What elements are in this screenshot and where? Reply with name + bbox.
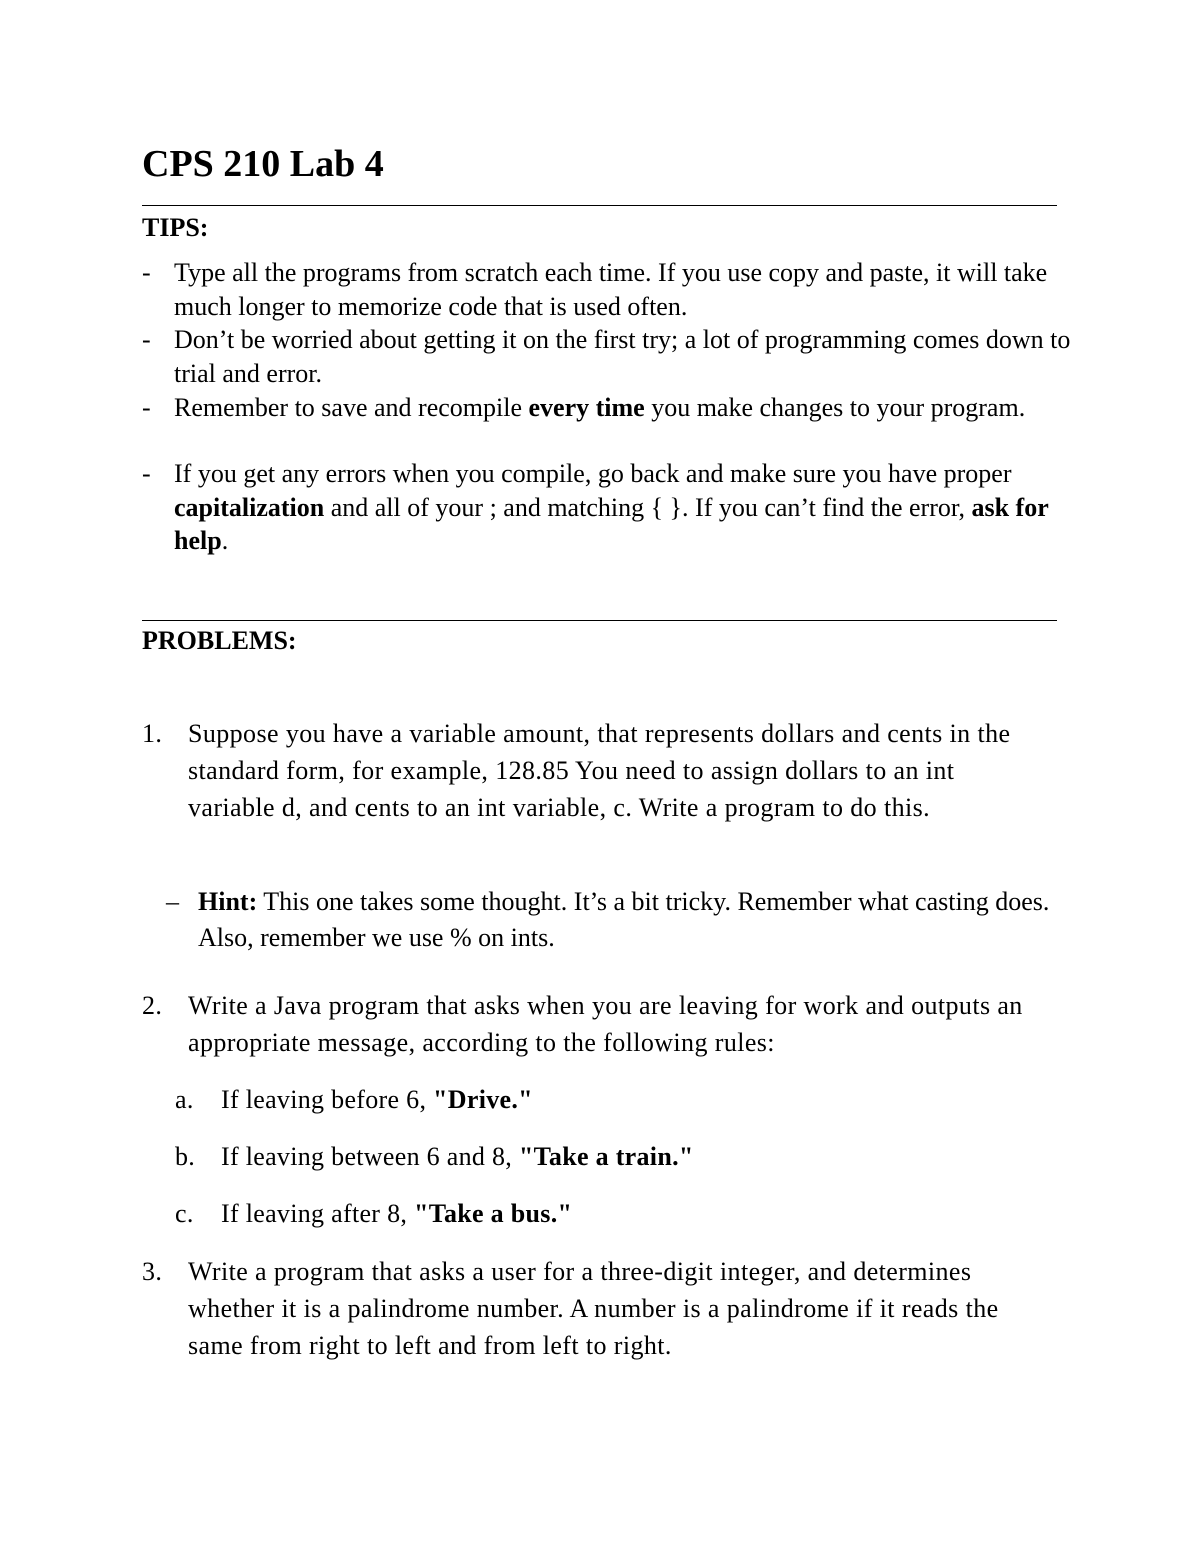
subitem-text xyxy=(221,1082,533,1118)
subitem-message: "Drive." xyxy=(433,1085,533,1114)
subitem-letter: a. xyxy=(175,1085,194,1114)
tip-item xyxy=(142,391,1072,425)
subitem-text-part: If leaving before 6, xyxy=(221,1085,434,1114)
tip-text-part: If you get any errors when you compile, go back and make sure you have proper xyxy=(174,459,1012,488)
tip-text xyxy=(174,323,1072,390)
tips-heading: TIPS: xyxy=(142,213,209,242)
subitem-letter: c. xyxy=(175,1199,194,1228)
bullet-dash: - xyxy=(142,258,151,287)
tip-item xyxy=(142,323,1072,390)
problem-number: 3. xyxy=(142,1257,163,1286)
bullet-dash: - xyxy=(142,459,151,488)
bullet-dash: – xyxy=(166,887,179,916)
subitem-message: "Take a train." xyxy=(518,1142,694,1171)
problem-number: 1. xyxy=(142,719,163,748)
subitem-text xyxy=(221,1196,572,1232)
subitem-message: "Take a bus." xyxy=(413,1199,573,1228)
problem-text: Suppose you have a variable amount, that represents dollars and cents in the standard form, for example, 128.85 You need to assign dollars to an int variable d, and cents to an int variable, c. Write a program to do this. xyxy=(188,719,1011,822)
subitem-text-part: If leaving after 8, xyxy=(221,1199,414,1228)
tip-text-part: you make changes to your program. xyxy=(644,393,1026,422)
problem-text: Write a Java program that asks when you are leaving for work and outputs an appropriate message, according to the following rules: xyxy=(188,991,1023,1057)
bullet-dash: - xyxy=(142,393,151,422)
hint-item xyxy=(166,884,1066,956)
tip-text-part: . xyxy=(221,526,229,555)
tip-text-part: Remember to save and recompile xyxy=(174,393,529,422)
tip-text-part: Don’t be worried about getting it on the first try; a lot of programming comes down to trial and error. xyxy=(174,325,1071,388)
horizontal-rule xyxy=(142,205,1057,206)
hint-label: Hint: xyxy=(198,887,258,916)
subitem xyxy=(175,1139,694,1175)
problem-item xyxy=(142,987,1072,1061)
tip-text-part: Type all the programs from scratch each time. If you use copy and paste, it will take much longer to memorize code that is used often. xyxy=(174,258,1048,321)
subitem-text xyxy=(221,1139,694,1175)
problem-item xyxy=(142,715,1072,826)
hint-body: This one takes some thought. It’s a bit tricky. Remember what casting does. Also, remember we use % on ints. xyxy=(198,887,1050,952)
problem-item xyxy=(142,1253,1072,1364)
horizontal-rule xyxy=(142,620,1057,621)
tip-text xyxy=(174,256,1072,323)
tip-emphasis: every time xyxy=(528,393,645,422)
problem-number: 2. xyxy=(142,991,163,1020)
bullet-dash: - xyxy=(142,325,151,354)
subitem-text-part: If leaving between 6 and 8, xyxy=(221,1142,519,1171)
subitem xyxy=(175,1082,533,1118)
hint-text xyxy=(198,884,1066,956)
problem-text: Write a program that asks a user for a three-digit integer, and determines whether it is a palindrome number. A number is a palindrome if it reads the same from right to left and from left to right. xyxy=(188,1257,999,1360)
tip-emphasis: capitalization xyxy=(174,492,325,522)
tip-item xyxy=(142,457,1072,558)
problems-heading: PROBLEMS: xyxy=(142,626,297,655)
tip-item xyxy=(142,256,1072,323)
tip-text xyxy=(174,457,1072,558)
document-title: CPS 210 Lab 4 xyxy=(142,143,384,185)
tip-emphasis: ask for help xyxy=(174,492,1049,555)
tip-text-part: and all of your ; and matching { }. If you can’t find the error, xyxy=(324,492,972,522)
tip-text xyxy=(174,391,1072,425)
subitem xyxy=(175,1196,572,1232)
subitem-letter: b. xyxy=(175,1142,196,1171)
